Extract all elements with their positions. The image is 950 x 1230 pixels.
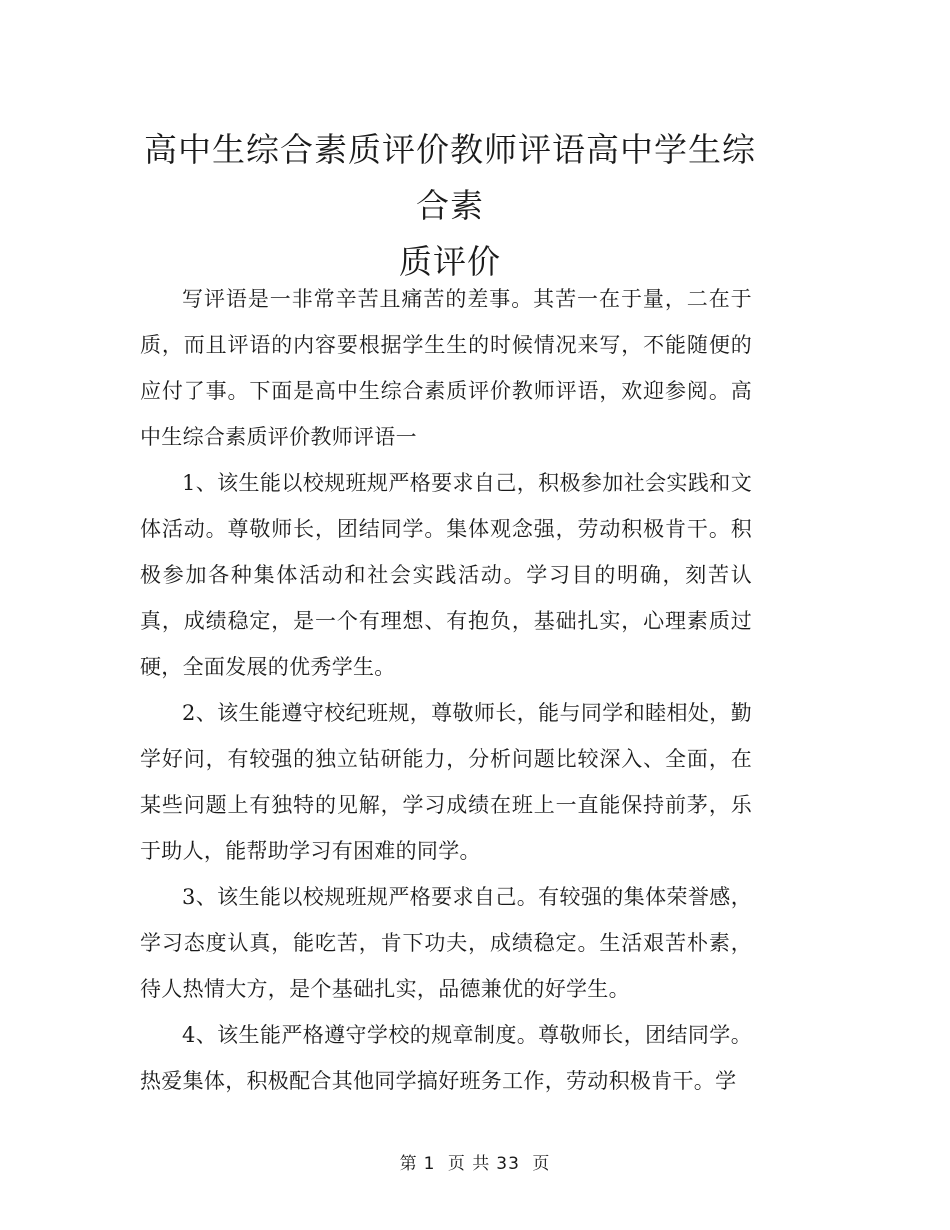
footer-prefix: 第	[399, 1154, 418, 1174]
comment-paragraph-1: 1、该生能以校规班规严格要求自己，积极参加社会实践和文体活动。尊敬师长，团结同学。集体观念强，劳动积极肯干。积极参加各种集体活动和社会实践活动。学习目的明确，刻苦认真，成绩稳定，是一个有理想、有抱负，基础扎实，心理素质过硬，全面发展的优秀学生。	[140, 471, 752, 679]
page-footer	[0, 1152, 950, 1176]
comment-paragraph-2: 2、该生能遵守校纪班规，尊敬师长，能与同学和睦相处，勤学好问，有较强的独立钻研能力，分析问题比较深入、全面，在某些问题上有独特的见解，学习成绩在班上一直能保持前茅，乐于助人，能帮助学习有困难的同学。	[140, 701, 752, 863]
document-body	[140, 276, 752, 1104]
footer-current-page: 1	[423, 1154, 436, 1174]
document-title	[140, 122, 760, 290]
footer-middle: 页 共	[447, 1154, 491, 1174]
title-line-2: 质评价	[399, 242, 501, 281]
intro-paragraph: 写评语是一非常辛苦且痛苦的差事。其苦一在于量，二在于质，而且评语的内容要根据学生生的时候情况来写，不能随便的应付了事。下面是高中生综合素质评价教师评语，欢迎参阅。高中生综合素质评价教师评语一	[140, 287, 752, 449]
footer-suffix: 页	[532, 1154, 551, 1174]
title-line-1: 高中生综合素质评价教师评语高中学生综合素	[144, 130, 756, 225]
comment-paragraph-3: 3、该生能以校规班规严格要求自己。有较强的集体荣誉感，学习态度认真，能吃苦，肯下功夫，成绩稳定。生活艰苦朴素，待人热情大方，是个基础扎实，品德兼优的好学生。	[140, 885, 752, 1001]
footer-total-pages: 33	[496, 1154, 520, 1174]
comment-paragraph-4: 4、该生能严格遵守学校的规章制度。尊敬师长，团结同学。热爱集体，积极配合其他同学搞好班务工作，劳动积极肯干。学	[140, 1023, 752, 1093]
